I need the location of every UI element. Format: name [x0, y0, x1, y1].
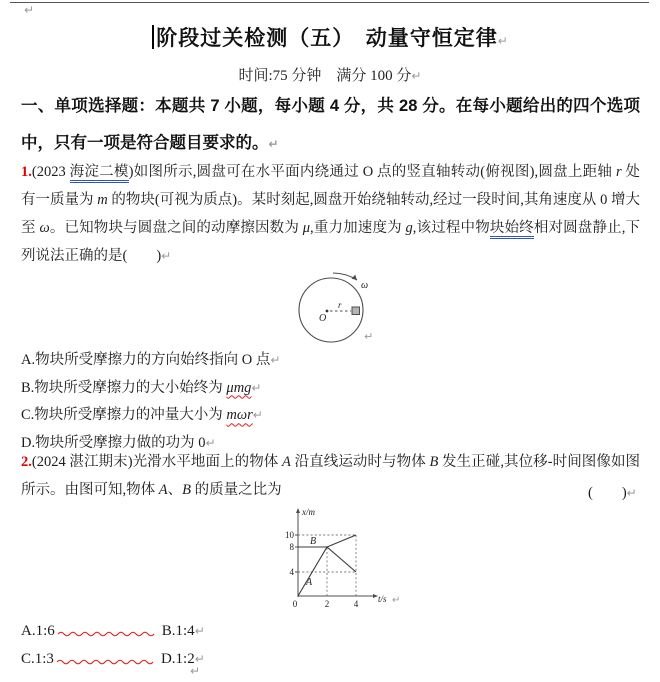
q2-xt-graph — [278, 503, 418, 615]
series-B-line — [298, 535, 356, 547]
y-axis-label: x/m — [302, 507, 315, 517]
q2-option-c: C.1:3 — [21, 651, 54, 667]
option-label: A. — [21, 352, 36, 368]
q2-answer-bracket — [588, 481, 637, 502]
q2-options-row-1 — [21, 617, 205, 645]
doc-title: 阶段过关检测（五） 动量守恒定律 — [156, 27, 498, 50]
y-tick-label-10: 10 — [285, 530, 294, 540]
paragraph-mark: ↵ — [205, 436, 216, 451]
q1-option-a — [21, 347, 280, 375]
paragraph-mark: ↵ — [270, 353, 281, 367]
x-axis-label: t/s — [378, 594, 387, 604]
option-formula: mωr — [226, 407, 253, 424]
red-squiggle-underline — [57, 629, 160, 637]
question-1-body: (2023 海淀二模)如图所示,圆盘可在水平面内绕通过 O 点的竖直轴转动(俯视图),圆盘上距轴 r 处有一质量为 m 的物块(可视为质点)。某时刻起,圆盘开始绕轴转动,经过一段时间,其角速度从 0 增大至 ω。已知物块与圆盘之间的动摩擦因数为 μ,重力加速度为 g,该过程中物块始终相对圆盘静止,下列说法正确的是( ) — [21, 164, 641, 264]
q1-option-c — [21, 402, 280, 430]
paragraph-mark: ↵ — [190, 664, 201, 678]
radius-r-label: r — [338, 300, 342, 310]
q2-option-a: A.1:6 — [21, 623, 55, 639]
question-2-paragraph — [21, 448, 640, 504]
q2-options-row-2 — [21, 645, 205, 673]
answer-bracket: ( ) — [588, 485, 627, 501]
section-heading — [21, 88, 640, 163]
q1-disk-figure — [285, 264, 395, 350]
section-heading-text: 一、单项选择题：本题共 7 小题，每小题 4 分，共 28 分。在每小题给出的四个选项中，只有一项是符合题目要求的。 — [21, 97, 640, 152]
y-tick-label-4: 4 — [289, 567, 294, 577]
question-2-number: 2. — [21, 454, 32, 470]
q1-option-b — [21, 375, 280, 403]
series-A-line — [298, 547, 356, 596]
q2-option-b: B.1:4 — [161, 623, 195, 639]
paragraph-mark: ↵ — [194, 624, 205, 638]
time-score-text: 时间:75 分钟 满分 100 分 — [238, 68, 412, 84]
series-A-label: A — [306, 577, 313, 588]
paragraph-mark: ↵ — [252, 408, 263, 423]
top-border-line — [10, 2, 649, 3]
paragraph-mark: ↵ — [411, 69, 422, 83]
option-text: 物块所受摩擦力做的功为 0 — [35, 435, 206, 452]
block-square — [352, 307, 360, 315]
paragraph-mark: ↵ — [497, 34, 508, 48]
option-label: D. — [21, 435, 36, 452]
x-tick-label-4: 4 — [353, 599, 359, 609]
option-text: 物块所受摩擦力的冲量大小为 — [34, 407, 227, 424]
paragraph-mark: ↵ — [251, 380, 262, 395]
center-point — [326, 310, 329, 313]
paragraph-mark: ↵ — [268, 137, 279, 151]
y-tick-label-8: 8 — [289, 542, 294, 552]
omega-label: ω — [361, 280, 369, 291]
question-2-body: (2024 湛江期末)光滑水平地面上的物体 A 沿直线运动时与物体 B 发生正碰,其位移-时间图像如图所示。由图可知,物体 A、B 的质量之比为 — [21, 454, 641, 498]
paragraph-mark: ↵ — [161, 249, 172, 263]
question-2-options — [21, 617, 205, 673]
option-text: 物块所受摩擦力的方向始终指向 O 点 — [35, 352, 271, 368]
doc-subtitle — [0, 64, 660, 85]
paragraph-mark: ↵ — [364, 330, 374, 343]
option-text: 物块所受摩擦力的大小始终为 — [34, 379, 227, 396]
y-axis-arrowhead — [296, 508, 300, 513]
question-1-paragraph — [21, 158, 640, 270]
option-formula: μmg — [226, 379, 252, 396]
question-1-number: 1. — [21, 164, 32, 180]
question-1-options — [21, 347, 280, 458]
paragraph-mark: ↵ — [626, 486, 637, 500]
center-o-label: O — [319, 313, 327, 324]
x-tick-label-0: 0 — [292, 599, 298, 609]
q2-option-d: D.1:2 — [160, 651, 195, 667]
paragraph-mark: ↵ — [24, 3, 35, 17]
series-B-label: B — [310, 536, 317, 547]
x-tick-label-2: 2 — [324, 599, 330, 609]
red-squiggle-underline — [56, 657, 159, 665]
option-label: C. — [21, 407, 35, 424]
paragraph-mark: ↵ — [194, 652, 205, 666]
option-label: B. — [21, 379, 35, 396]
paragraph-mark: ↵ — [392, 595, 401, 606]
text-cursor — [152, 25, 154, 49]
doc-title-row — [0, 22, 660, 52]
